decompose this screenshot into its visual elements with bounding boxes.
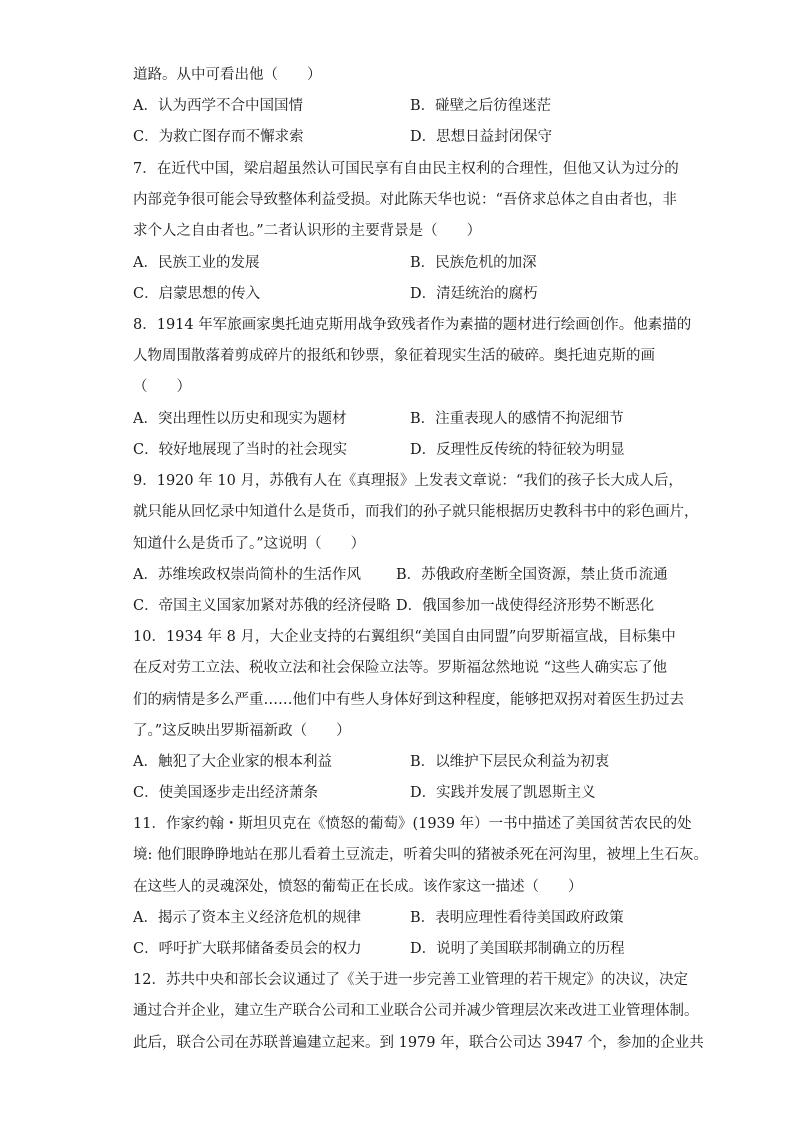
q6-option-a: A．认为西学不合中国国情 — [133, 98, 303, 114]
q7-option-c: C．启蒙思想的传入 — [133, 286, 261, 302]
q8-stem-line-2: 人物周围散落着剪成碎片的报纸和钞票，象征着现实生活的破碎。奥托迪克斯的画 — [133, 348, 655, 364]
q9-option-a: A．苏维埃政权崇尚简朴的生活作风 — [133, 567, 361, 583]
q10-stem-line-3: 们的病情是多么严重……他们中有些人身体好到这种程度，能够把双拐对着医生扔过去 — [133, 692, 684, 708]
q6-option-b: B．碰壁之后彷徨迷茫 — [410, 98, 552, 114]
q11-option-b: B．表明应理性看待美国政府政策 — [410, 910, 624, 926]
q11-stem-line-3: 在这些人的灵魂深处，愤怒的葡萄正在长成。该作家这一描述（ ） — [133, 879, 583, 895]
q6-stem-tail: 道路。从中可看出他（ ） — [133, 67, 322, 83]
q10-stem-line-1: 10．1934 年 8 月，大企业支持的右翼组织“美国自由同盟”向罗斯福宣战，目标集中 — [133, 629, 676, 645]
q12-stem-line-2: 通过合并企业，建立生产联合公司和工业联合公司并减少管理层次来改进工业管理体制。 — [133, 1003, 699, 1019]
q8-option-b: B．注重表现人的感情不拘泥细节 — [410, 411, 624, 427]
q8-stem-line-3: （ ） — [133, 379, 191, 395]
q12-stem-line-3: 此后，联合公司在苏联普遍建立起来。到 1979 年，联合公司达 3947 个，参加的企业共 — [133, 1035, 704, 1051]
q10-stem-line-4: 了。”这反映出罗斯福新政（ ） — [133, 723, 351, 739]
q7-option-a: A．民族工业的发展 — [133, 255, 260, 271]
q9-option-b: B．苏俄政府垄断全国资源，禁止货币流通 — [396, 567, 668, 583]
q9-stem-line-2: 就只能从回忆录中知道什么是货币，而我们的孙子就只能根据历史教科书中的彩色画片， — [133, 504, 699, 520]
q9-option-d: D．俄国参加一战使得经济形势不断恶化 — [396, 598, 655, 614]
q7-option-d: D．清廷统治的腐朽 — [410, 286, 538, 302]
q10-option-c: C．使美国逐步走出经济萧条 — [133, 785, 319, 801]
q10-option-a: A．触犯了大企业家的根本利益 — [133, 754, 332, 770]
q7-stem-line-1: 7．在近代中国，梁启超虽然认可国民享有自由民主权利的合理性，但他又认为过分的 — [133, 161, 679, 177]
q11-option-a: A．揭示了资本主义经济危机的规律 — [133, 910, 361, 926]
q9-option-c: C．帝国主义国家加紧对苏俄的经济侵略 — [133, 598, 391, 614]
q8-option-c: C．较好地展现了当时的社会现实 — [133, 442, 348, 458]
q10-option-d: D．实践并发展了凯恩斯主义 — [410, 785, 596, 801]
q8-option-d: D．反理性反传统的特征较为明显 — [410, 442, 625, 458]
q11-stem-line-2: 境: 他们眼睁睁地站在那儿看着土豆流走，听着尖叫的猪被杀死在河沟里，被埋上生石灰。 — [133, 847, 708, 863]
q8-option-a: A．突出理性以历史和现实为题材 — [133, 411, 347, 427]
q9-stem-line-3: 知道什么是货币了。”这说明（ ） — [133, 536, 366, 552]
q11-option-c: C．呼吁扩大联邦储备委员会的权力 — [133, 941, 362, 957]
q10-option-b: B．以维护下层民众利益为初衷 — [410, 754, 610, 770]
q9-stem-line-1: 9．1920 年 10 月，苏俄有人在《真理报》上发表文章说：“我们的孩子长大成人后， — [133, 473, 683, 489]
q10-stem-line-2: 在反对劳工立法、税收立法和社会保险立法等。罗斯福忿然地说 “这些人确实忘了他 — [133, 660, 668, 676]
q11-stem-line-1: 11．作家约翰・斯坦贝克在《愤怒的葡萄》(1939 年）一书中描述了美国贫苦农民的处 — [133, 816, 692, 832]
q6-option-c: C．为救亡图存而不懈求索 — [133, 129, 304, 145]
q7-option-b: B．民族危机的加深 — [410, 255, 537, 271]
q7-stem-line-2: 内部竞争很可能会导致整体利益受损。对此陈天华也说：“吾侪求总体之自由者也，非 — [133, 192, 677, 208]
q11-option-d: D．说明了美国联邦制确立的历程 — [410, 941, 625, 957]
q12-stem-line-1: 12．苏共中央和部长会议通过了《关于进一步完善工业管理的若干规定》的决议，决定 — [133, 972, 688, 988]
q7-stem-line-3: 求个人之自由者也。”二者认识形的主要背景是（ ） — [133, 223, 482, 239]
q8-stem-line-1: 8．1914 年军旅画家奥托迪克斯用战争致残者作为素描的题材进行绘画创作。他素描的 — [133, 317, 692, 333]
q6-option-d: D．思想日益封闭保守 — [410, 129, 553, 145]
